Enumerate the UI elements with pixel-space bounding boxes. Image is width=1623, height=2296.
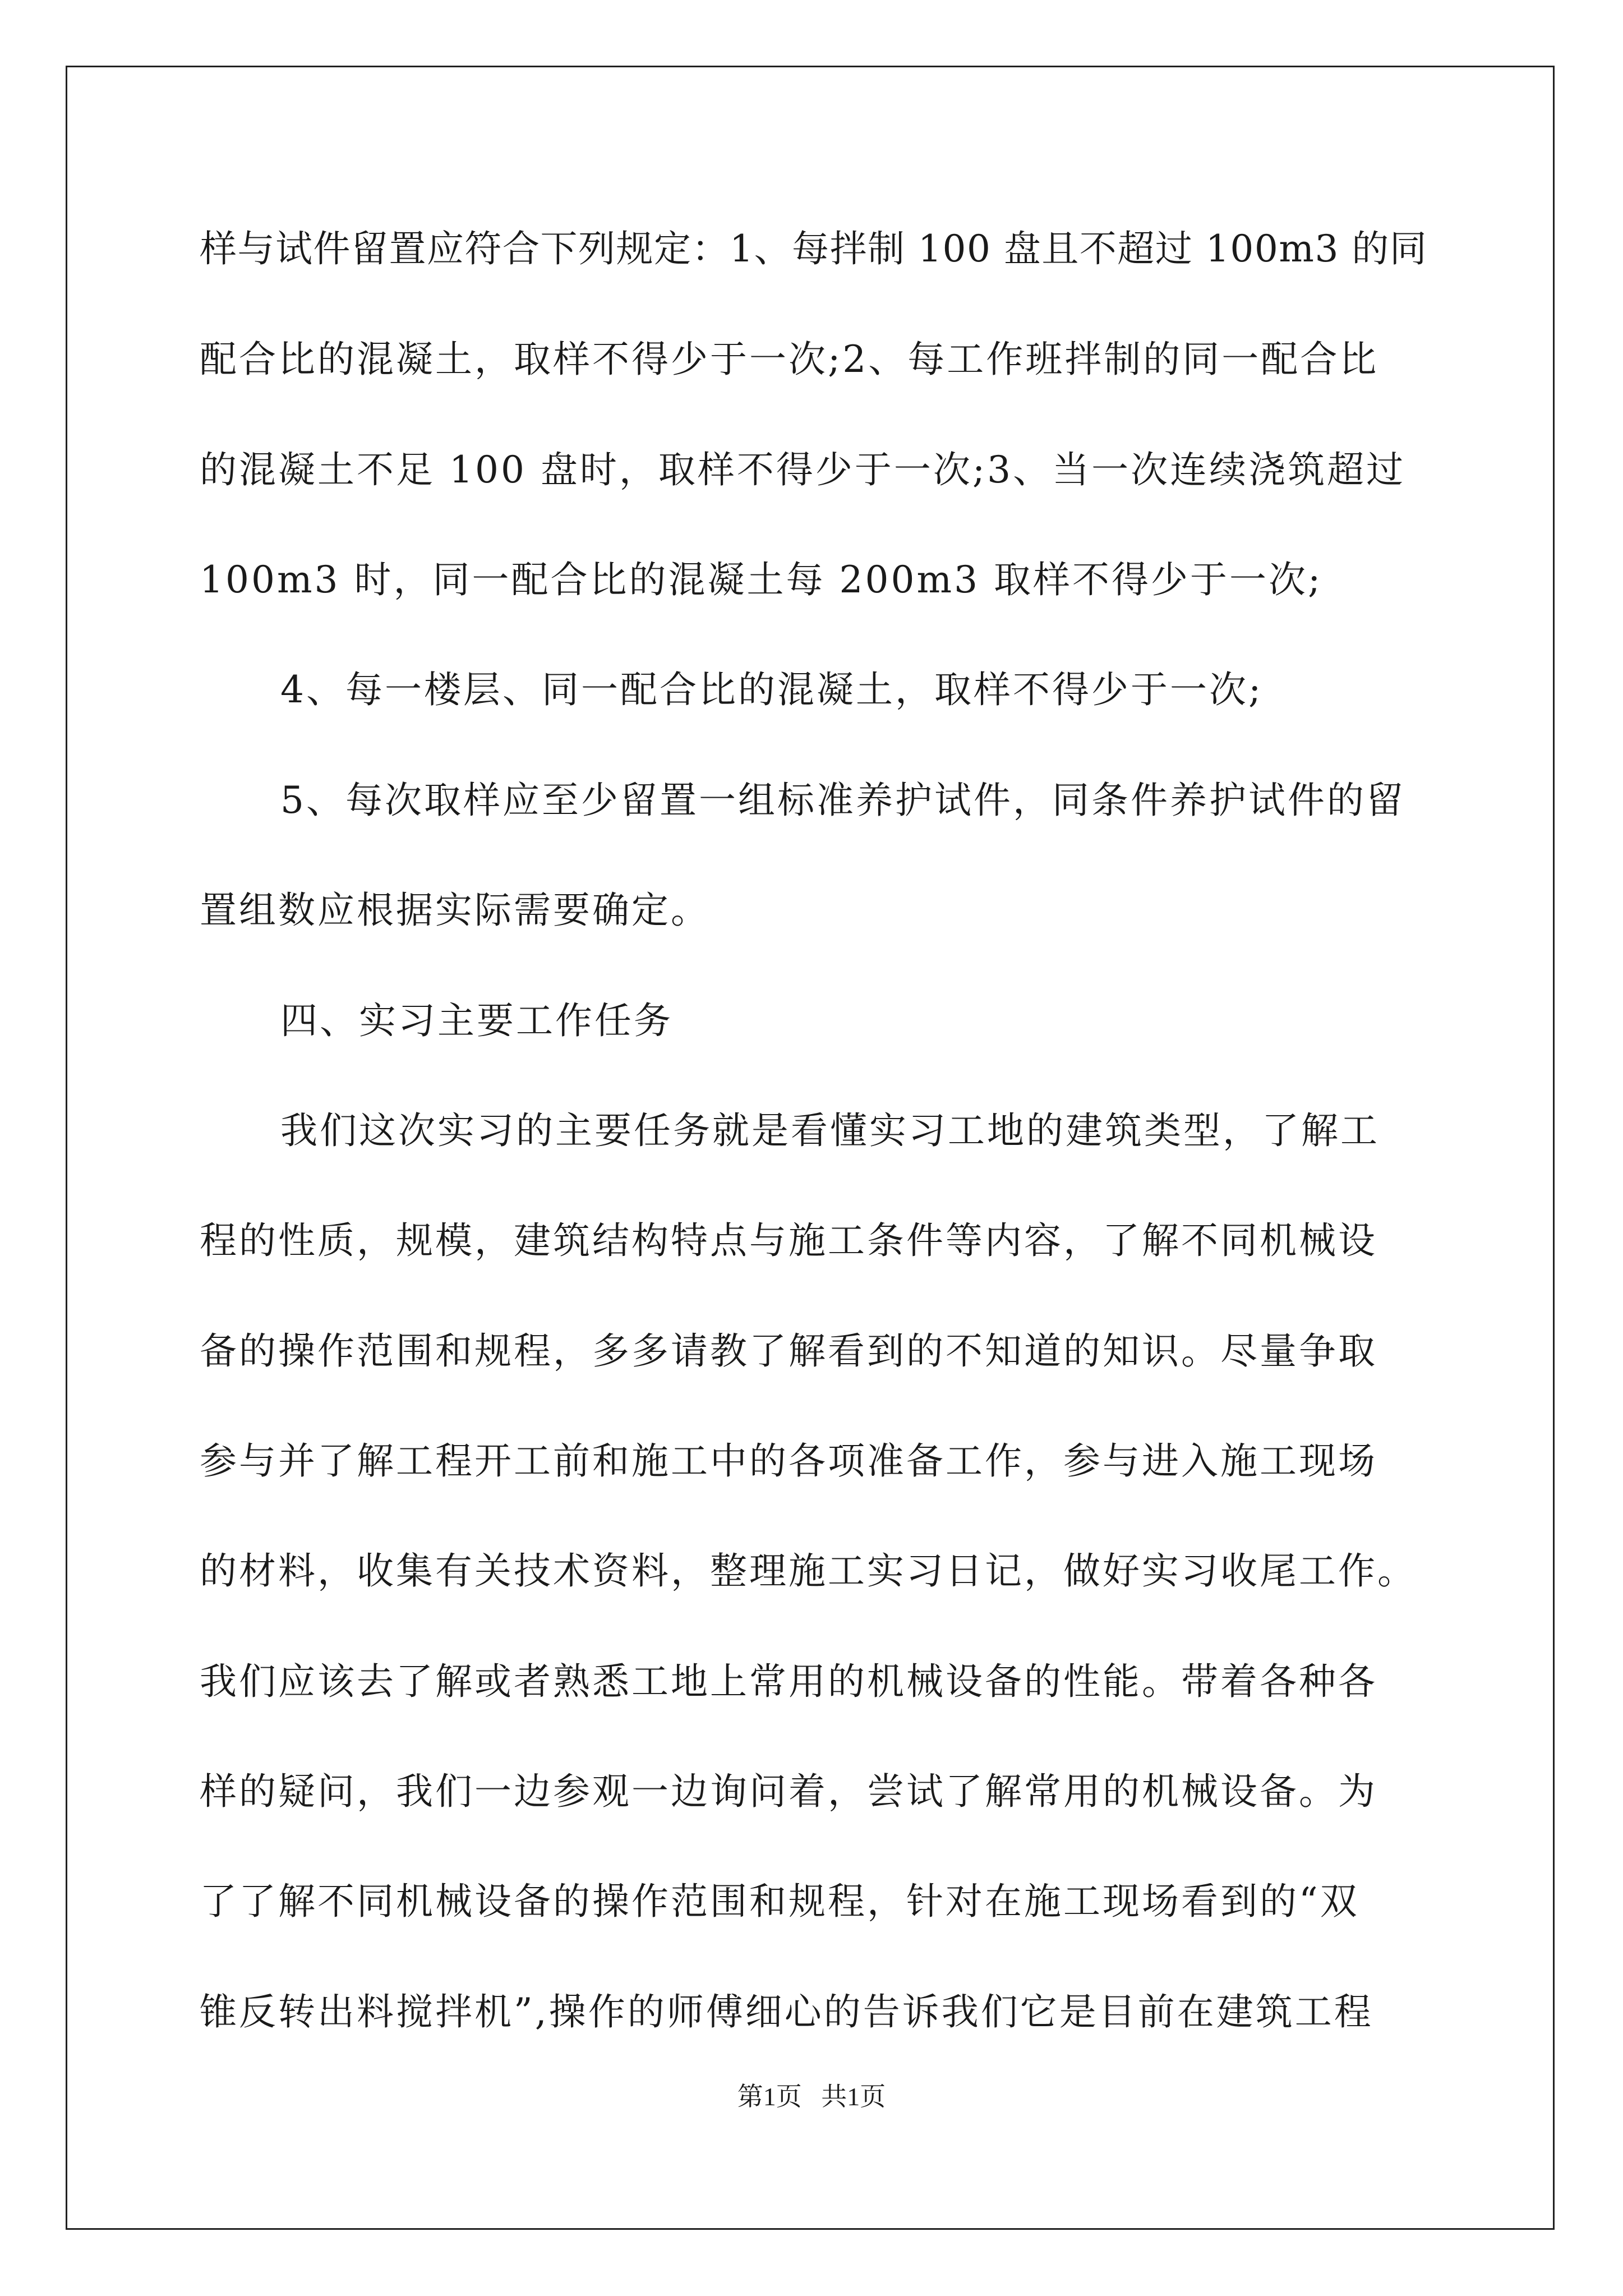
text-line: 置组数应根据实际需要确定。 <box>200 889 710 932</box>
text-line: 参与并了解工程开工前和施工中的各项准备工作，参与进入施工现场 <box>200 1439 1377 1483</box>
text-line: 我们应该去了解或者熟悉工地上常用的机械设备的性能。带着各种各 <box>200 1660 1377 1703</box>
text-line: 的材料，收集有关技术资料，整理施工实习日记，做好实习收尾工作。 <box>200 1549 1417 1593</box>
text-line: 我们这次实习的主要任务就是看懂实习工地的建筑类型，了解工 <box>280 1109 1380 1152</box>
text-line: 锥反转出料搅拌机”,操作的师傅细心的告诉我们它是目前在建筑工程 <box>200 1990 1373 2033</box>
text-line: 样与试件留置应符合下列规定：1、每拌制 100 盘且不超过 100m3 的同 <box>200 227 1428 270</box>
text-line: 备的操作范围和规程，多多请教了解看到的不知道的知识。尽量争取 <box>200 1329 1377 1373</box>
text-line: 了了解不同机械设备的操作范围和规程，针对在施工现场看到的“双 <box>200 1880 1359 1923</box>
section-heading: 四、实习主要工作任务 <box>280 999 673 1042</box>
text-line: 100m3 时，同一配合比的混凝土每 200m3 取样不得少于一次; <box>200 558 1323 601</box>
text-line: 程的性质，规模，建筑结构特点与施工条件等内容，了解不同机械设 <box>200 1219 1377 1262</box>
text-line: 5、每次取样应至少留置一组标准养护试件，同条件养护试件的留 <box>280 779 1405 822</box>
text-line: 4、每一楼层、同一配合比的混凝土，取样不得少于一次; <box>280 668 1264 711</box>
text-line: 的混凝土不足 100 盘时，取样不得少于一次;3、当一次连续浇筑超过 <box>200 448 1406 491</box>
text-line: 配合比的混凝土，取样不得少于一次;2、每工作班拌制的同一配合比 <box>200 338 1379 381</box>
page-number-footer: 第1页 共1页 <box>737 2082 886 2111</box>
text-line: 样的疑问，我们一边参观一边询问着，尝试了解常用的机械设备。为 <box>200 1770 1377 1813</box>
